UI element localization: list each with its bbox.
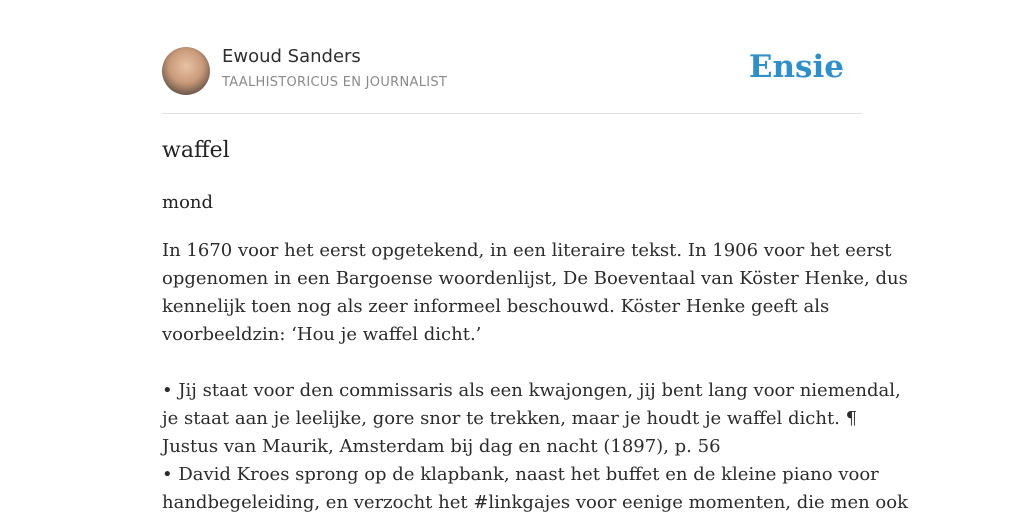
body-line: opgenomen in een Bargoense woordenlijst, De Boeventaal van Köster Henke, dus [162,268,908,289]
author-avatar[interactable] [162,47,210,95]
author-role: TAALHISTORICUS EN JOURNALIST [222,75,448,90]
author-name[interactable]: Ewoud Sanders [222,46,361,67]
author-header [162,0,862,114]
body-line: kennelijk toen nog als zeer informeel beschouwd. Köster Henke geeft als [162,296,830,317]
body-line: In 1670 voor het eerst opgetekend, in een literaire tekst. In 1906 voor het eerst [162,240,892,261]
paragraph-gap [162,349,862,377]
entry-subtitle: mond [162,192,214,213]
quote-source: Justus van Maurik, Amsterdam bij dag en nacht (1897), p. 56 [162,436,721,457]
ensie-logo[interactable]: Ensie [748,49,844,85]
entry-body [162,237,909,517]
quote-line: • David Kroes sprong op de klapbank, naast het buffet en de kleine piano voor [162,464,879,485]
quote-line: handbegeleiding, en verzocht het #linkgajes voor eenige momenten, die men ook [162,492,909,513]
entry-title: waffel [162,138,230,163]
quote-line: je staat aan je leelijke, gore snor te trekken, maar je houdt je waffel dicht. ¶ [162,408,858,429]
body-line: voorbeeldzin: ‘Hou je waffel dicht.’ [162,324,482,345]
article-page [162,0,909,513]
quote-line: • Jij staat voor den commissaris als een kwajongen, jij bent lang voor niemendal, [162,380,901,401]
